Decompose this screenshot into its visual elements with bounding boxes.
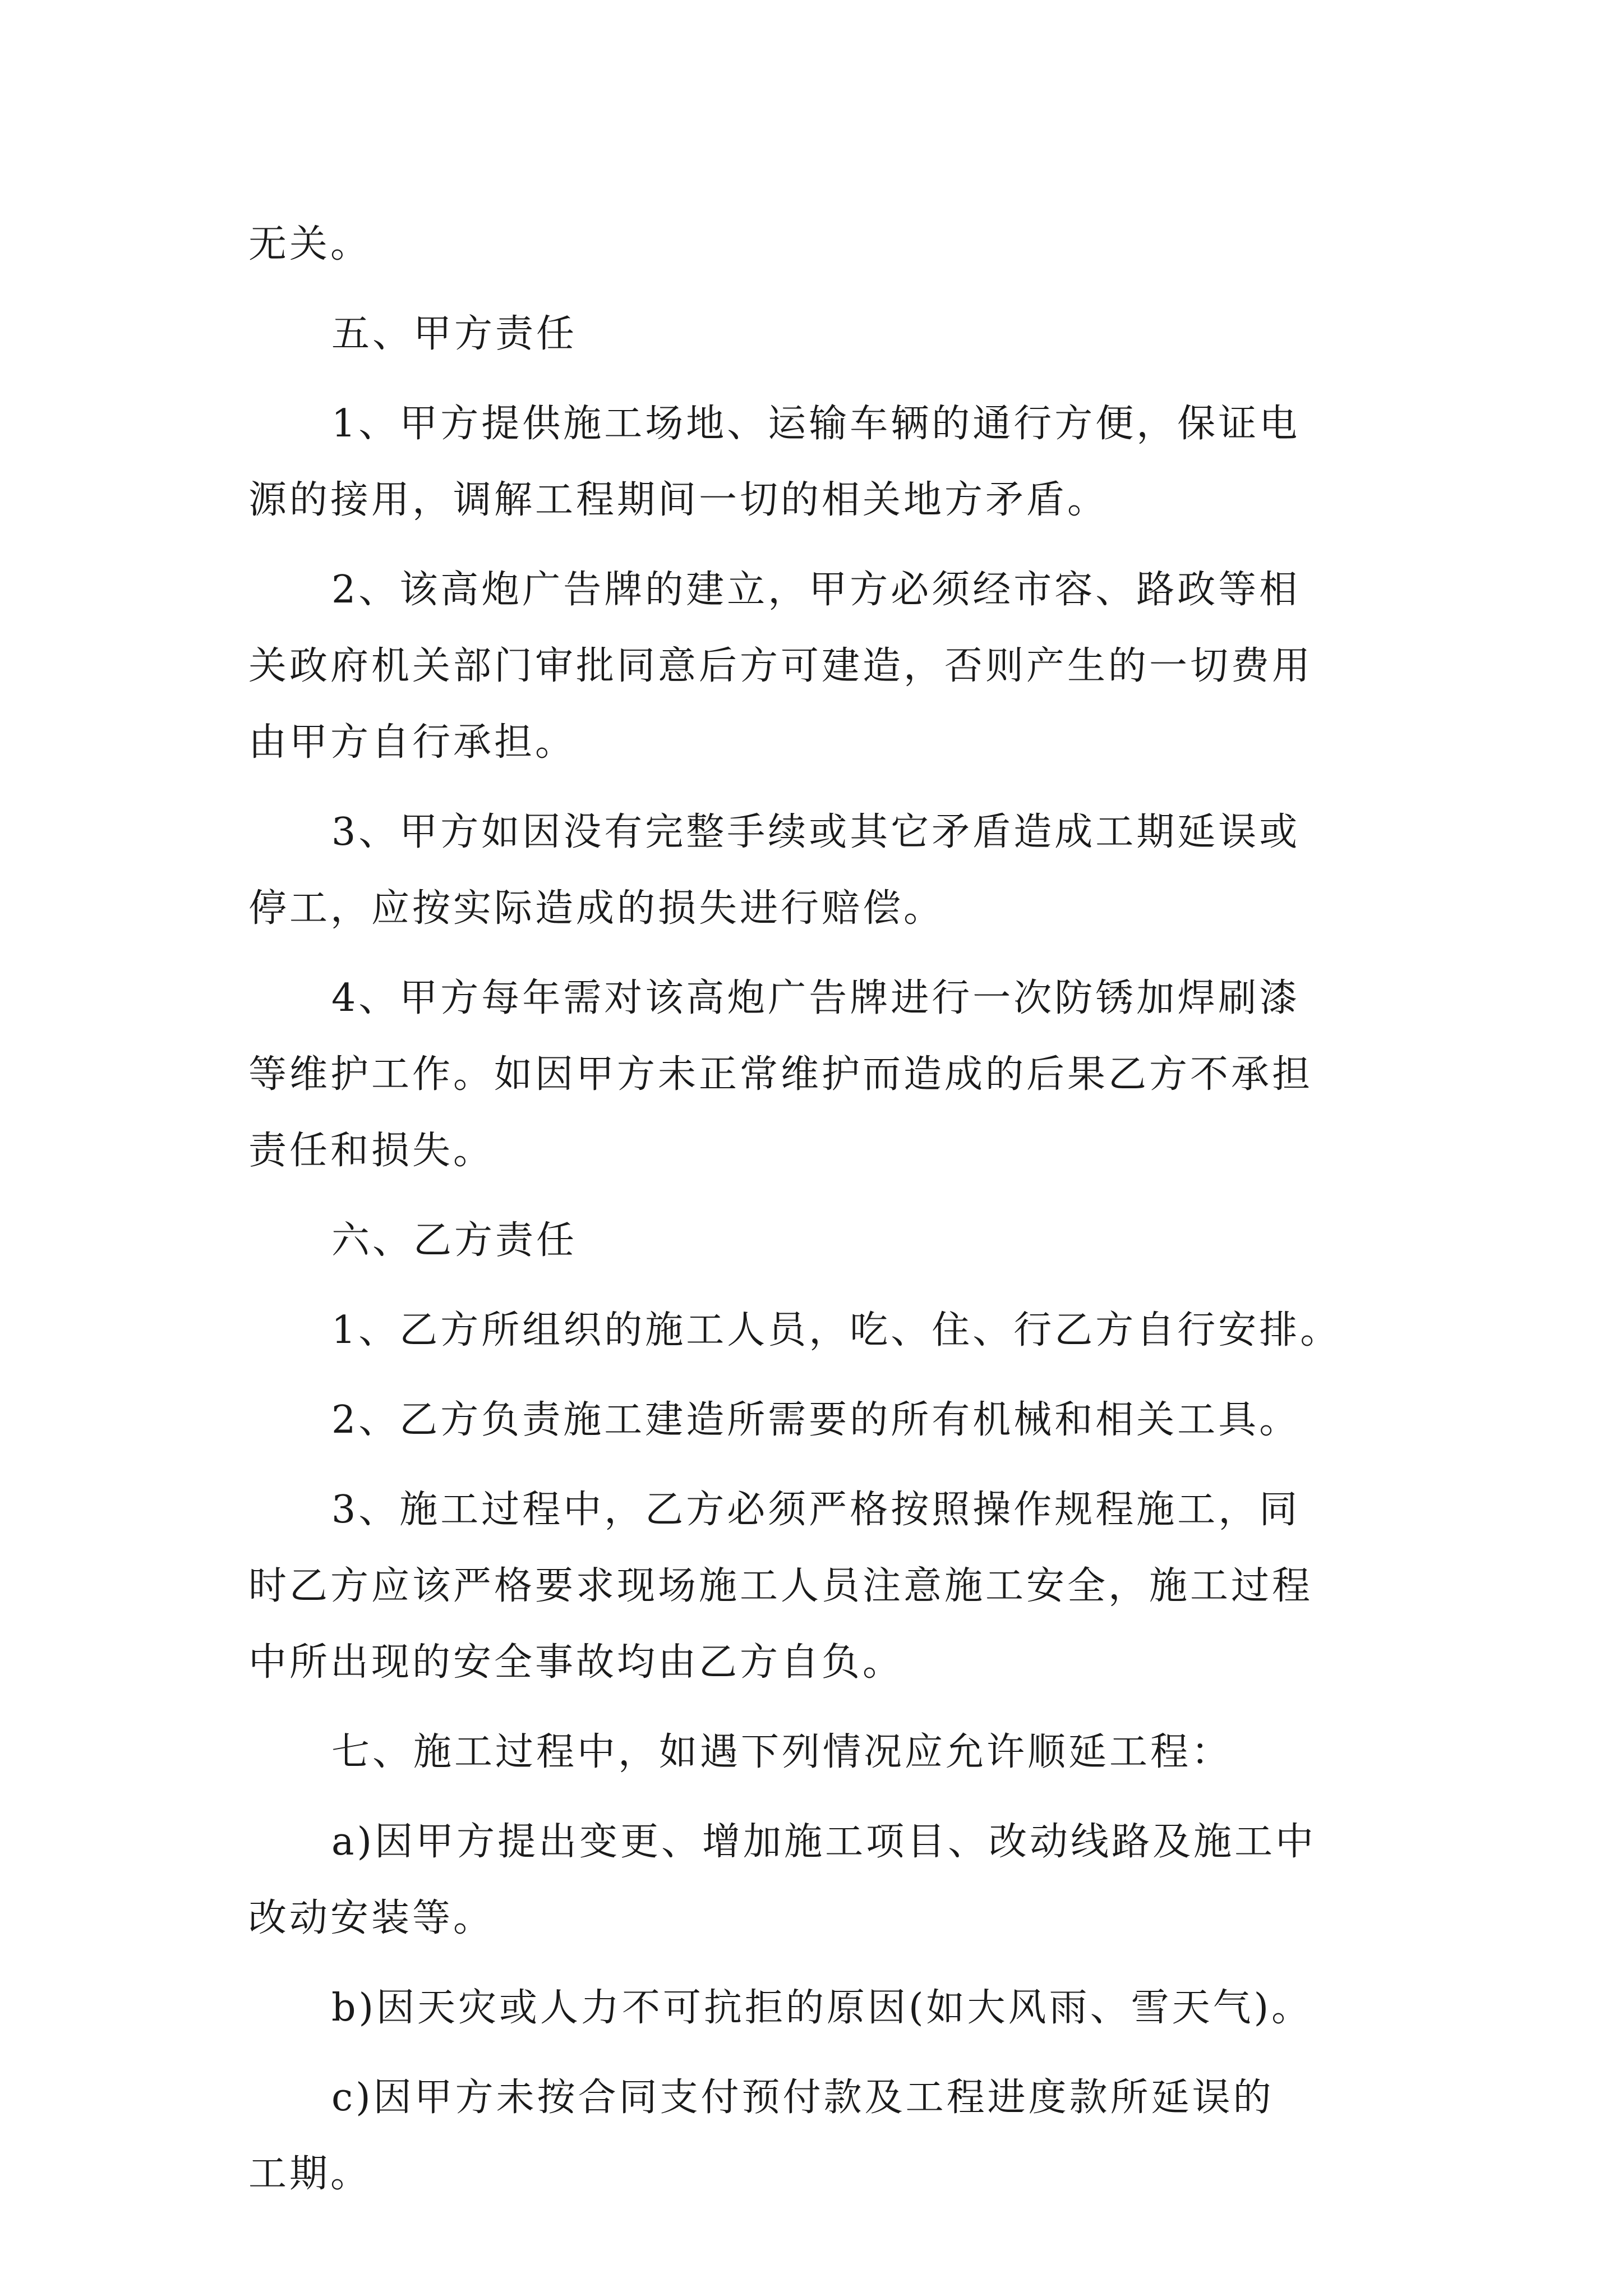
document-line: 关政府机关部门审批同意后方可建造，否则产生的一切费用 <box>248 644 1313 688</box>
document-line: 六、乙方责任 <box>331 1218 578 1263</box>
document-line: 责任和损失。 <box>248 1129 495 1173</box>
document-line: 1、乙方所组织的施工人员，吃、住、行乙方自行安排。 <box>331 1308 1341 1352</box>
document-line: 七、施工过程中，如遇下列情况应允许顺延工程： <box>331 1730 1233 1774</box>
document-line: 3、施工过程中，乙方必须严格按照操作规程施工，同 <box>331 1488 1301 1532</box>
document-line: c)因甲方未按合同支付预付款及工程进度款所延误的 <box>331 2076 1274 2120</box>
document-line: 2、乙方负责施工建造所需要的所有机械和相关工具。 <box>331 1398 1301 1442</box>
document-line: 3、甲方如因没有完整手续或其它矛盾造成工期延误或 <box>331 810 1301 854</box>
document-line: 五、甲方责任 <box>331 312 578 356</box>
document-line: 由甲方自行承担。 <box>248 720 577 765</box>
document-line: 2、该高炮广告牌的建立，甲方必须经市容、路政等相 <box>331 568 1301 612</box>
document-body <box>248 206 1398 2212</box>
document-line: 1、甲方提供施工场地、运输车辆的通行方便，保证电 <box>331 402 1301 446</box>
document-line: 工期。 <box>248 2152 372 2196</box>
document-line: 源的接用，调解工程期间一切的相关地方矛盾。 <box>248 478 1109 522</box>
document-line: 等维护工作。如因甲方未正常维护而造成的后果乙方不承担 <box>248 1052 1313 1097</box>
document-line: 无关。 <box>248 222 372 266</box>
document-line: b)因天灾或人力不可抗拒的原因(如大风雨、雪天气)。 <box>331 1986 1313 2030</box>
document-line: a)因甲方提出变更、增加施工项目、改动线路及施工中 <box>331 1820 1317 1864</box>
document-line: 时乙方应该严格要求现场施工人员注意施工安全，施工过程 <box>248 1564 1313 1608</box>
document-line: 改动安装等。 <box>248 1896 495 1940</box>
document-line: 4、甲方每年需对该高炮广告牌进行一次防锈加焊刷漆 <box>331 976 1301 1020</box>
document-line: 中所出现的安全事故均由乙方自负。 <box>248 1640 904 1685</box>
document-line: 停工，应按实际造成的损失进行赔偿。 <box>248 886 945 931</box>
